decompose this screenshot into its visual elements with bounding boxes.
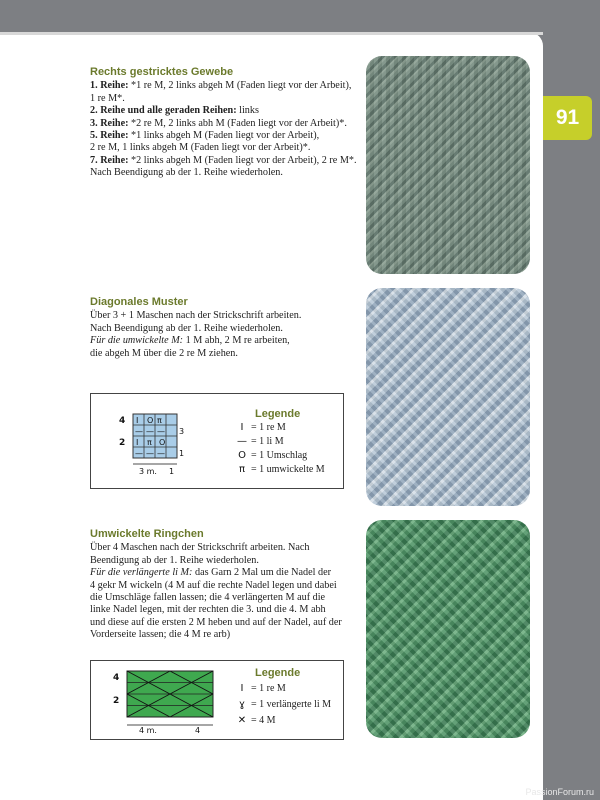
section-diagonales-muster (90, 296, 368, 360)
page-top-bar (0, 32, 543, 35)
elongated-stitch-icon: ɣ (239, 699, 245, 710)
purl-stitch-icon: — (237, 436, 247, 447)
legend-item: ɣ = 1 verlängerte li M (233, 699, 331, 710)
legend-item: I = 1 re M (233, 683, 286, 694)
legend-title: Legende (255, 667, 301, 679)
legend-item: — = 1 li M (233, 436, 284, 447)
instruction-line: die abgeh M über die 2 re M ziehen. (90, 347, 238, 359)
instruction-line: 4 gekr M wickeln (4 M auf die rechte Nadel legen und dabei (90, 579, 337, 591)
knitting-chart-diagonal (99, 404, 189, 484)
svg-text:—: — (135, 427, 143, 436)
instruction-line: Für die verlängerte li M: das Garn 2 Mal um die Nadel der (90, 567, 332, 579)
legend-box-ringchen (90, 660, 344, 740)
page-number: 91 (555, 106, 580, 129)
instruction-line: 1. Reihe: *1 re M, 2 links abgeh M (Faden liegt vor der Arbeit), (90, 80, 352, 92)
legend-box-diagonal (90, 393, 344, 489)
instruction-line: Für die umwickelte M: 1 M abh, 2 M re arbeiten, (90, 335, 290, 347)
chart-width-label-2: 4 (195, 726, 201, 735)
svg-text:—: — (146, 449, 154, 458)
section-title: Umwickelte Ringchen (90, 528, 204, 540)
svg-text:π: π (157, 416, 162, 425)
section-title: Rechts gestricktes Gewebe (90, 66, 234, 78)
chart-col-label: 1 (179, 449, 185, 458)
svg-text:—: — (157, 449, 165, 458)
legend-item: O = 1 Umschlag (233, 450, 307, 461)
svg-text:—: — (157, 427, 165, 436)
instruction-line: 5. Reihe: *1 links abgeh M (Faden liegt vor der Arbeit), (90, 130, 320, 142)
instruction-line: linke Nadel legen, mit der rechten die 3. und die 4. M abh (90, 604, 326, 616)
knit-stitch-icon: I (240, 683, 244, 694)
svg-text:π: π (147, 438, 152, 447)
instruction-line: Vorderseite lassen; die 4 M re arb) (90, 629, 231, 641)
instruction-line: 3. Reihe: *2 re M, 2 links abh M (Faden liegt vor der Arbeit)*. (90, 117, 347, 129)
svg-text:—: — (146, 427, 154, 436)
svg-text:I: I (136, 438, 139, 447)
knit-swatch-light-blue (366, 288, 530, 506)
instruction-line: 2 re M, 1 links abgeh M (Faden liegt vor der Arbeit)*. (90, 142, 311, 154)
knitting-chart-ringchen (99, 663, 219, 737)
knit-stitch-icon: I (240, 422, 244, 433)
svg-text:O: O (159, 438, 166, 447)
chart-row-label: 4 (113, 673, 120, 683)
instruction-line: Über 4 Maschen nach der Strickschrift arbeiten. Nach (90, 542, 310, 554)
knit-swatch-green (366, 520, 530, 738)
footer-watermark: PassionForum.ru (525, 787, 594, 797)
chart-width-label: 3 m. (139, 467, 157, 476)
page-number-tab (543, 96, 592, 140)
chart-col-label: 3 (179, 427, 185, 436)
chart-width-label: 4 m. (139, 726, 157, 735)
legend-item: ✕ = 4 M (233, 715, 276, 726)
chart-row-label: 2 (119, 438, 126, 448)
instruction-line: Beendigung ab der 1. Reihe wiederholen. (90, 554, 259, 566)
chart-repeat-label: 1 (169, 467, 175, 476)
legend-title: Legende (255, 408, 301, 420)
chart-row-label: 2 (113, 696, 120, 706)
instruction-line: die Umschläge fallen lassen; die 4 verlängerten M auf die (90, 592, 326, 604)
instruction-line: Über 3 + 1 Maschen nach der Strickschrift arbeiten. (90, 310, 302, 322)
section-umwickelte-ringchen (90, 528, 368, 642)
svg-text:O: O (147, 416, 154, 425)
instruction-line: 1 re M*. (90, 92, 125, 104)
instruction-line: 7. Reihe: *2 links abgeh M (Faden liegt vor der Arbeit), 2 re M*. (90, 154, 357, 166)
svg-text:I: I (136, 416, 139, 425)
svg-text:—: — (135, 449, 143, 458)
wrapped-stitch-icon: π (238, 464, 246, 475)
legend-item: π = 1 umwickelte M (233, 464, 325, 475)
section-rechts-gestricktes-gewebe (90, 66, 368, 180)
instruction-line: Nach Beendigung ab der 1. Reihe wiederholen. (90, 322, 283, 334)
instruction-line: und diese auf die ersten 2 M heben und auf der Nadel, auf der (90, 616, 342, 628)
chart-row-label: 4 (119, 416, 126, 426)
knit-swatch-grey-green (366, 56, 530, 274)
instruction-line: Nach Beendigung ab der 1. Reihe wiederholen. (90, 167, 283, 179)
section-title: Diagonales Muster (90, 296, 188, 308)
instruction-line: 2. Reihe und alle geraden Reihen: links (90, 105, 259, 117)
legend-item: I = 1 re M (233, 422, 286, 433)
cross-four-stitches-icon: ✕ (237, 715, 247, 726)
yarn-over-icon: O (238, 450, 246, 461)
